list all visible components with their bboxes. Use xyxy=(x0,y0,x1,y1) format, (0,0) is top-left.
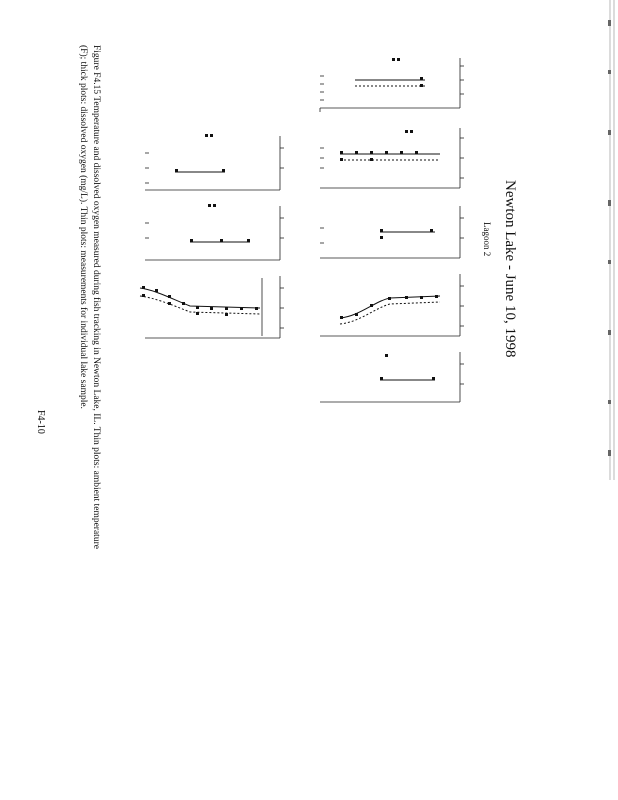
plot-panel-top-1 xyxy=(300,48,470,118)
plot-panel-top-4 xyxy=(300,266,470,344)
plot-panel-bottom-2 xyxy=(130,198,290,268)
figure-subtitle: Lagoon 2 xyxy=(482,222,492,257)
figure-caption-line-1: Figure F4.15 Temperature and dissolved oxygen measured during fish tracking in Newton Lake, IL. Thin plots: ambient temperature xyxy=(91,45,101,549)
plot-panel-top-5 xyxy=(300,344,470,410)
figure-caption-line-2: (F); thick plots: dissolved oxygen (mg/L). Thin plots: measurements for individual lake sample. xyxy=(78,45,88,409)
scan-edge xyxy=(596,0,618,480)
plot-panel-top-3 xyxy=(300,198,470,266)
figure-title: Newton Lake - June 10, 1998 xyxy=(502,180,518,358)
plot-panel-top-2 xyxy=(300,118,470,198)
plot-panel-bottom-1 xyxy=(130,128,290,198)
page-number: F4-10 xyxy=(35,410,46,434)
plot-panel-bottom-3 xyxy=(130,268,290,348)
